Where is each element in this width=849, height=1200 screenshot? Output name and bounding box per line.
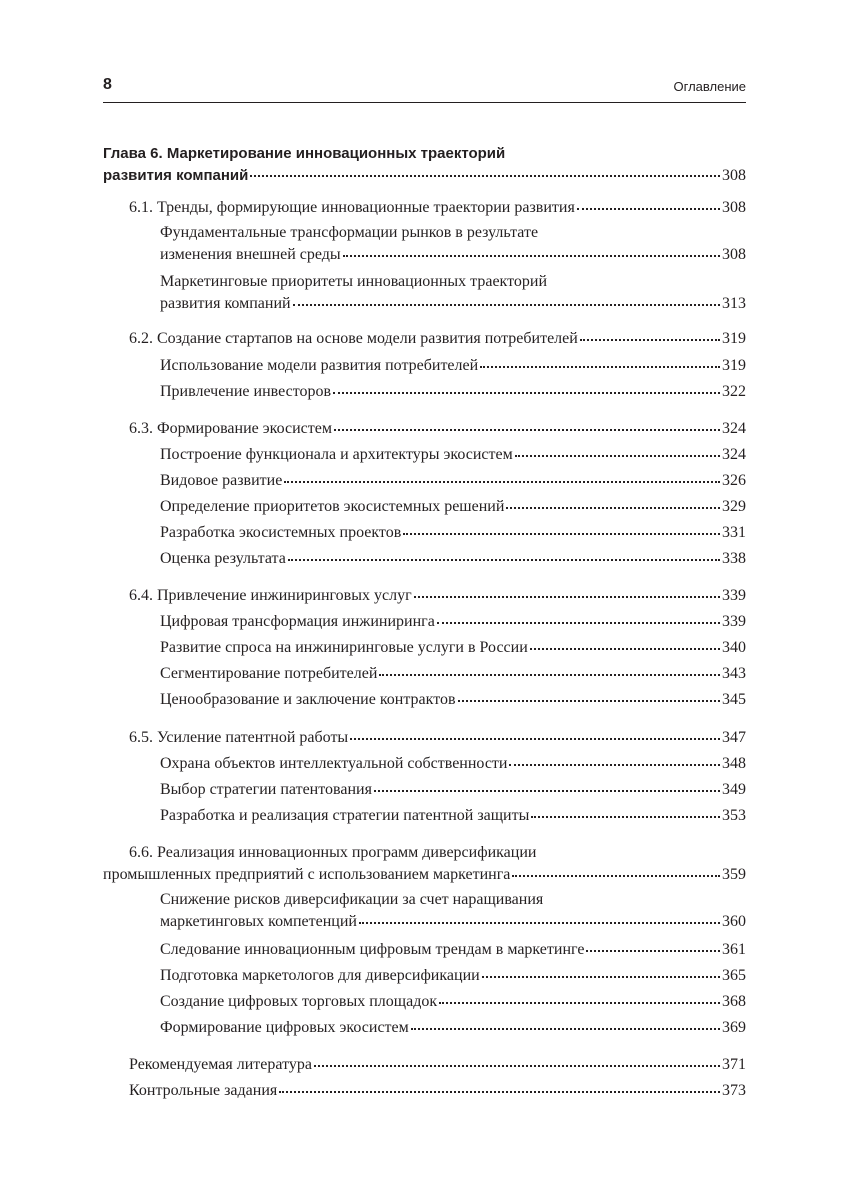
leader-dots — [506, 507, 720, 509]
toc-entry-page: 329 — [722, 498, 746, 515]
toc-subsection — [160, 939, 746, 961]
toc-subsection — [160, 779, 746, 801]
toc-entry-page: 373 — [722, 1082, 746, 1099]
toc-subsection — [160, 965, 746, 987]
toc-entry-page: 326 — [722, 472, 746, 489]
page-header — [103, 76, 746, 103]
toc-entry-page: 360 — [722, 913, 746, 930]
toc-subsection — [160, 991, 746, 1013]
leader-dots — [439, 1002, 720, 1004]
toc-entry-text-line1: Маркетинговые приоритеты инновационных траекторий — [160, 273, 548, 290]
toc-subsection — [160, 753, 746, 775]
toc-subsection — [160, 689, 746, 711]
toc-entry-page: 338 — [722, 550, 746, 567]
toc-subsection — [160, 496, 746, 518]
leader-dots — [437, 622, 720, 624]
toc-entry-page: 313 — [722, 295, 746, 312]
leader-dots — [530, 648, 720, 650]
toc-entry-page: 308 — [722, 246, 746, 263]
toc-section-6-4 — [129, 585, 746, 607]
leader-dots — [531, 816, 720, 818]
toc-entry-page: 339 — [722, 587, 746, 604]
toc-section-6-2 — [129, 328, 746, 350]
leader-dots — [414, 596, 720, 598]
leader-dots — [509, 764, 720, 766]
toc-entry-text: Следование инновационным цифровым трендам в маркетинге — [160, 941, 585, 958]
chapter-heading — [103, 143, 746, 187]
toc-entry-text: Выбор стратегии патентования — [160, 781, 372, 798]
chapter-title-line1: Глава 6. Маркетирование инновационных траекторий — [103, 145, 506, 162]
toc-entry-text: Цифровая трансформация инжиниринга — [160, 613, 435, 630]
leader-dots — [279, 1091, 720, 1093]
leader-dots — [586, 950, 720, 952]
toc-section-6-3 — [129, 418, 746, 440]
toc-entry-page: 361 — [722, 941, 746, 958]
toc-entry-page: 371 — [722, 1056, 746, 1073]
toc-entry-text: Разработка экосистемных проектов — [160, 524, 402, 541]
toc-subsection — [160, 470, 746, 492]
toc-subsection — [160, 444, 746, 466]
toc-subsection — [160, 548, 746, 570]
toc-entry-page: 324 — [722, 446, 746, 463]
toc-entry-page: 359 — [722, 866, 746, 883]
leader-dots — [350, 738, 720, 740]
leader-dots — [288, 559, 720, 561]
toc-control-tasks — [129, 1080, 746, 1102]
toc-entry-text: Определение приоритетов экосистемных решений — [160, 498, 505, 515]
leader-dots — [379, 674, 720, 676]
leader-dots — [411, 1028, 720, 1030]
toc-entry-text: Формирование цифровых экосистем — [160, 1019, 409, 1036]
toc-entry-text: промышленных предприятий с использованием маркетинга — [103, 866, 511, 883]
toc-entry-page: 365 — [722, 967, 746, 984]
toc-entry-text: Оценка результата — [160, 550, 286, 567]
toc-entry-page: 343 — [722, 665, 746, 682]
leader-dots — [374, 790, 720, 792]
toc-entry-page: 308 — [722, 199, 746, 216]
toc-entry-text: Подготовка маркетологов для диверсификации — [160, 967, 480, 984]
toc-entry-text: 6.2. Создание стартапов на основе модели развития потребителей — [129, 330, 578, 347]
toc-entry-text-line1: Снижение рисков диверсификации за счет наращивания — [160, 891, 544, 908]
toc-subsection — [160, 355, 746, 377]
leader-dots — [333, 392, 720, 394]
leader-dots — [359, 922, 720, 924]
toc-entry-text: 6.1. Тренды, формирующие инновационные траектории развития — [129, 199, 575, 216]
toc-entry-text: Создание цифровых торговых площадок — [160, 993, 438, 1010]
toc-entry-page: 368 — [722, 993, 746, 1010]
toc-section-6-5 — [129, 727, 746, 749]
toc-references — [129, 1054, 746, 1076]
toc-subsection — [160, 889, 746, 933]
toc-entry-text: 6.4. Привлечение инжиниринговых услуг — [129, 587, 412, 604]
toc-subsection — [160, 805, 746, 827]
toc-entry-page: 353 — [722, 807, 746, 824]
toc-entry-page: 347 — [722, 729, 746, 746]
toc-entry-text: изменения внешней среды — [160, 246, 341, 263]
toc-entry-page: 349 — [722, 781, 746, 798]
toc-entry-page: 331 — [722, 524, 746, 541]
toc-entry-text: Развитие спроса на инжиниринговые услуги в России — [160, 639, 528, 656]
leader-dots — [314, 1065, 720, 1067]
chapter-page: 308 — [722, 167, 746, 184]
toc-entry-text-line1: 6.6. Реализация инновационных программ диверсификации — [129, 844, 537, 861]
toc-entry-text: 6.3. Формирование экосистем — [129, 420, 332, 437]
toc-entry-text: Охрана объектов интеллектуальной собственности — [160, 755, 508, 772]
toc-entry-text-line1: Фундаментальные трансформации рынков в результате — [160, 224, 539, 241]
toc-entry-text: 6.5. Усиление патентной работы — [129, 729, 349, 746]
running-title: Оглавление — [673, 79, 746, 94]
toc-entry-text: маркетинговых компетенций — [160, 913, 357, 930]
leader-dots — [512, 875, 720, 877]
leader-dots — [515, 455, 720, 457]
toc-entry-text: Сегментирование потребителей — [160, 665, 378, 682]
toc-entry-page: 322 — [722, 383, 746, 400]
toc-subsection — [160, 271, 746, 315]
leader-dots — [580, 339, 720, 341]
toc-subsection — [160, 381, 746, 403]
toc-entry-page: 319 — [722, 357, 746, 374]
chapter-title-line2: развития компаний — [103, 167, 249, 184]
leader-dots — [334, 429, 720, 431]
toc-subsection — [160, 222, 746, 266]
leader-dots — [343, 255, 720, 257]
leader-dots — [284, 481, 720, 483]
leader-dots — [577, 208, 720, 210]
toc-entry-page: 345 — [722, 691, 746, 708]
toc-section-6-1 — [129, 197, 746, 219]
toc-entry-text: Построение функционала и архитектуры экосистем — [160, 446, 513, 463]
toc-entry-page: 339 — [722, 613, 746, 630]
toc-entry-text: Привлечение инвесторов — [160, 383, 332, 400]
toc-subsection — [160, 637, 746, 659]
toc-entry-text: Ценообразование и заключение контрактов — [160, 691, 456, 708]
toc-entry-page: 319 — [722, 330, 746, 347]
toc-entry-text: развития компаний — [160, 295, 291, 312]
leader-dots — [293, 304, 720, 306]
toc-entry-page: 369 — [722, 1019, 746, 1036]
toc-entry-text: Использование модели развития потребителей — [160, 357, 479, 374]
toc-entry-page: 348 — [722, 755, 746, 772]
toc-entry-text: Рекомендуемая литература — [129, 1056, 312, 1073]
leader-dots — [482, 976, 720, 978]
toc-subsection — [160, 663, 746, 685]
leader-dots — [250, 175, 720, 177]
leader-dots — [458, 700, 720, 702]
page-number: 8 — [103, 76, 112, 93]
toc-section-6-6 — [103, 842, 746, 886]
toc-subsection — [160, 522, 746, 544]
toc-entry-page: 340 — [722, 639, 746, 656]
toc-subsection — [160, 611, 746, 633]
toc-entry-text: Видовое развитие — [160, 472, 283, 489]
toc-entry-text: Контрольные задания — [129, 1082, 278, 1099]
toc-subsection — [160, 1017, 746, 1039]
toc-entry-text: Разработка и реализация стратегии патентной защиты — [160, 807, 530, 824]
leader-dots — [403, 533, 720, 535]
toc-entry-page: 324 — [722, 420, 746, 437]
leader-dots — [480, 366, 720, 368]
